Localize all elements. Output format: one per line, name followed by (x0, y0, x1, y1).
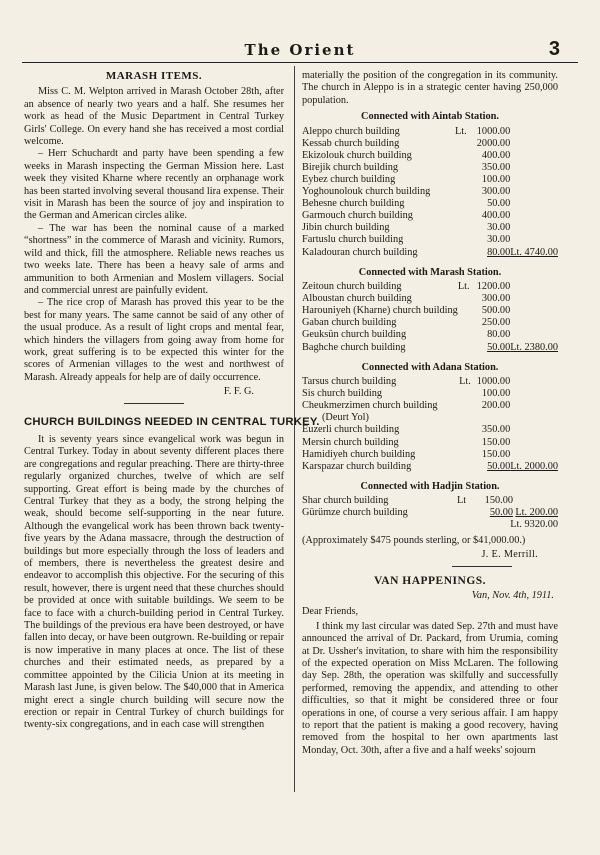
church-name: Karspazar church building (302, 460, 412, 472)
currency-label (455, 162, 473, 174)
table-row (302, 210, 558, 222)
currency-label: Lt (457, 495, 467, 507)
amount-value: 1200.00 (476, 281, 511, 293)
table-row (302, 126, 558, 138)
table-row (302, 150, 558, 162)
church-signature: J. E. Merrill. (481, 549, 538, 561)
church-name: Mersin church building (302, 436, 399, 448)
marash-signature: F. F. G. (223, 386, 254, 398)
van-dateline: Van, Nov. 4th, 1911. (471, 590, 554, 601)
table-row (302, 329, 558, 341)
currency-label (455, 186, 473, 198)
van-title: VAN HAPPENINGS. (373, 574, 487, 587)
amount-value: 50.00 (489, 507, 513, 519)
church-name: Tarsus church building (302, 376, 397, 388)
station-total: Lt. 2000.00 (510, 460, 558, 472)
table-row (302, 376, 558, 388)
currency-label (459, 449, 474, 461)
station-total (510, 186, 558, 198)
station-total (510, 424, 558, 436)
amount-value: 300.00 (481, 293, 511, 305)
currency-label (459, 388, 474, 400)
station-table (302, 126, 558, 259)
station-total (510, 222, 558, 234)
church-name: Aleppo church building (302, 125, 400, 137)
church-name: Fartuslu church building (302, 234, 404, 246)
amount-value: 300.00 (481, 186, 511, 198)
currency-label (458, 305, 474, 317)
van-paragraph: I think my last circular was dated Sep. 27th and must have announced the arrival of Dr. Packard, from Urumia, coming at Dr. Ussher's invitation, to share with him the responsibility of the expected operation on Miss McLaren. The following day Sep. 28th, the operation was skilfully and successfully performed, removing the appendix, and attending to other difficulties, so that it might be considered three or four operations in one, of course a very serious affair. I am happy to report that the patient is making a good recovery, having removed from the hospital to her own apartments last Monday, Oct. 30th, after a five and a half weeks' sojourn (302, 620, 558, 756)
currency-label (455, 210, 473, 222)
table-row (302, 424, 558, 436)
station-group (302, 267, 558, 354)
currency-label (457, 507, 475, 519)
church-name: Alboustan church building (302, 293, 412, 305)
station-group (302, 481, 558, 520)
masthead: The Orient (244, 41, 356, 59)
station-total (510, 281, 558, 293)
table-row (302, 342, 558, 354)
church-name: Kaladouran church building (302, 246, 418, 258)
station-title: Connected with Adana Station. (361, 361, 499, 373)
currency-label (458, 342, 474, 354)
table-row (302, 247, 558, 259)
church-name: Euzerli church building (302, 424, 400, 436)
currency-label: Lt. (457, 281, 470, 293)
currency-label (455, 222, 473, 234)
church-name: Behesne church building (302, 198, 405, 210)
church-name: Hamidiyeh church building (302, 448, 416, 460)
station-total (510, 198, 558, 210)
table-row (302, 412, 558, 424)
table-row (302, 305, 558, 317)
amount-value: 30.00 (487, 234, 511, 246)
amount-value: 80.00 (487, 246, 511, 258)
section-divider (124, 403, 184, 404)
station-total (510, 329, 558, 341)
table-row (302, 138, 558, 150)
marash-paragraph: – The war has been the nominal cause of a marked “shortness” in the commerce of Marash and vicinity. Rumors, wild and thick, fill the atmosphere. Reliable news reaches us two weeks late. There has been a heavy sale of arms and ammunition to both Armenian and Moslem villagers. Social and commercial unrest are painfully evident. (24, 222, 284, 296)
currency-label (455, 150, 473, 162)
approx-total: (Approximately $475 pounds sterling, or $41,000.00.) (302, 534, 526, 546)
table-row (302, 507, 558, 519)
page-number: 3 (548, 38, 560, 60)
station-total (513, 495, 558, 507)
currency-label (455, 174, 473, 186)
church-name: Baghche church building (302, 341, 406, 353)
station-table (302, 281, 558, 354)
table-row (302, 234, 558, 246)
station-title: Connected with Aintab Station. (361, 111, 499, 123)
church-name: Sis church building (302, 388, 383, 400)
marash-paragraph: – The rice crop of Marash has proved this year to be the best for many years. The same cannot be said of any other of the usual produce. As a result of light crops and mental fear, which hinders the villagers from going away from home for work, great suffering is to be expected this winter for the scores of Armenian villages to the west and northwest of Marash. Already appeals for help are of daily occurrence. (24, 297, 284, 383)
church-name: Birejik church building (302, 161, 399, 173)
amount-value: 30.00 (487, 222, 511, 234)
station-total (510, 234, 558, 246)
station-table (302, 495, 558, 519)
amount-value: 100.00 (481, 388, 511, 400)
table-row (302, 198, 558, 210)
station-total (510, 126, 558, 138)
amount-value: 50.00 (487, 460, 511, 472)
station-title: Connected with Marash Station. (358, 266, 502, 278)
station-total (510, 412, 558, 424)
church-name: Gürümze church building (302, 507, 408, 519)
station-total (510, 305, 558, 317)
currency-label (455, 234, 473, 246)
station-group (302, 362, 558, 473)
amount-value: 1000.00 (476, 125, 511, 137)
amount-value: 350.00 (481, 161, 511, 173)
amount-value: 200.00 (481, 400, 511, 412)
amount-value: 50.00 (487, 341, 511, 353)
church-name: Kessab church building (302, 137, 400, 149)
amount-value: 1000.00 (476, 376, 511, 388)
station-lists (302, 111, 558, 519)
currency-label (458, 293, 474, 305)
currency-label: Lt. (459, 376, 471, 388)
church-name: Cheukmerzimen church building (302, 400, 438, 412)
station-total (510, 174, 558, 186)
table-row (302, 388, 558, 400)
table-row (302, 281, 558, 293)
church-title: CHURCH BUILDINGS NEEDED IN CENTRAL TURKEY. (24, 415, 320, 428)
van-salutation: Dear Friends, (302, 606, 359, 618)
table-row (302, 400, 558, 412)
table-row (302, 174, 558, 186)
church-continuation: materially the position of the congregation in its community. The church in Aleppo is in a strategic center having 250,000 population. (302, 70, 558, 106)
header-rule (22, 62, 578, 63)
table-row (302, 449, 558, 461)
currency-label (458, 317, 474, 329)
table-row (302, 437, 558, 449)
marash-title: MARASH ITEMS. (105, 70, 203, 82)
marash-paragraph: – Herr Schuchardt and party have been spending a few weeks in Marash inspecting the German Mission here. Last week they visited Kharne where recently an orphanage work has been started involving several thousand lira expense. Their visit in Marash has been the source of joy and inspiration to the German and American circles alike. (24, 148, 284, 222)
amount-value: 400.00 (481, 149, 511, 161)
church-name: Yoghounolouk church building (302, 186, 431, 198)
marash-paragraph: Miss C. M. Welpton arrived in Marash October 28th, after an absence of nearly two years and a half. She resumes her work as head of the Music Department in Central Turkey Girls' College. On every hand she has received a most cordial welcome. (24, 86, 284, 148)
station-total (510, 210, 558, 222)
church-paragraph: It is seventy years since evangelical work was begun in Central Turkey. Today in about seventy different places there are congregations and regular preaching. There are thirty-three regularly organized churches, twelve of which are self supporting. Great effort is being made by the churches of Central Turkey that they as a body, the strong helping the weak, should become self-supporting in the near future. Although the evangelical work has been thrown back twenty-five years by the Adana massacre, through the destruction of buildings but more especially through the loss of leaders and of members, there is nevertheless the greatest desire and endeavor to accomplish this objective. For the securing of this result, however, there is urgent need that these churches should be provided at once with suitable buildings. We seem to be face to face with a church-building period in Central Turkey. The buildings of the previous era have been destroyed, or have fallen into decay, or have been outgrown. Re-building or repair is now imperative in many places at once. The list of these churches and their estimated needs, as prepared by a committee appointed by the Cilicia Union at its meeting in Marash last June, is given below. The $40,000 that in America might erect a single church building will secure now the erection or repair in Central Turkey of church buildings for twenty-six congregations, and in each case will strengthen (24, 433, 284, 731)
church-name: Jibin church building (302, 222, 390, 234)
table-row (302, 162, 558, 174)
station-total (510, 293, 558, 305)
amount-value: 400.00 (481, 210, 511, 222)
right-column (302, 70, 558, 757)
church-name: Zeitoun church building (302, 281, 402, 293)
currency-label (459, 437, 474, 449)
section-divider (452, 566, 512, 567)
church-name: Geuksün church building (302, 329, 407, 341)
amount-value: 2000.00 (476, 137, 511, 149)
station-total (510, 317, 558, 329)
station-total (510, 437, 558, 449)
station-total (510, 449, 558, 461)
amount-value: 80.00 (487, 329, 511, 341)
currency-label (459, 424, 474, 436)
left-column (24, 70, 320, 732)
church-name: (Deurt Yol) (322, 412, 369, 424)
church-name: Harouniyeh (Kharne) church building (302, 305, 458, 317)
amount-value: 50.00 (487, 198, 511, 210)
station-group (302, 111, 558, 258)
station-total: Lt. 200.00 (515, 507, 558, 519)
station-total (510, 150, 558, 162)
station-total: Lt. 4740.00 (510, 246, 558, 258)
amount-value: 150.00 (484, 495, 513, 507)
currency-label (455, 138, 473, 150)
currency-label (459, 412, 474, 424)
amount-value: 150.00 (481, 448, 511, 460)
currency-label (459, 400, 474, 412)
table-row (302, 186, 558, 198)
table-row (302, 317, 558, 329)
station-total (510, 388, 558, 400)
amount-value: 250.00 (481, 317, 511, 329)
table-row (302, 495, 558, 507)
currency-label (458, 329, 474, 341)
amount-value: 150.00 (481, 436, 511, 448)
amount-value: 350.00 (481, 424, 511, 436)
church-name: Ekizolouk church building (302, 149, 412, 161)
table-row (302, 293, 558, 305)
column-rule (294, 66, 295, 792)
station-total (510, 138, 558, 150)
church-name: Gaban church building (302, 317, 397, 329)
amount-value (474, 412, 510, 424)
station-total (510, 400, 558, 412)
church-name: Shar church building (302, 495, 389, 507)
station-total (510, 376, 558, 388)
church-name: Eybez church building (302, 174, 396, 185)
station-title: Connected with Hadjin Station. (360, 480, 500, 492)
currency-label (455, 247, 473, 259)
station-total: Lt. 2380.00 (510, 341, 558, 353)
table-row (302, 461, 558, 473)
grand-total: Lt. 9320.00 (510, 519, 558, 531)
amount-value: 500.00 (481, 305, 511, 317)
station-total (510, 162, 558, 174)
station-table (302, 376, 558, 473)
page-header (0, 0, 600, 60)
amount-value: 100.00 (481, 174, 511, 185)
currency-label (459, 461, 474, 473)
currency-label (455, 198, 473, 210)
church-name: Garmouch church building (302, 210, 413, 222)
table-row (302, 222, 558, 234)
currency-label: Lt. (455, 125, 467, 137)
